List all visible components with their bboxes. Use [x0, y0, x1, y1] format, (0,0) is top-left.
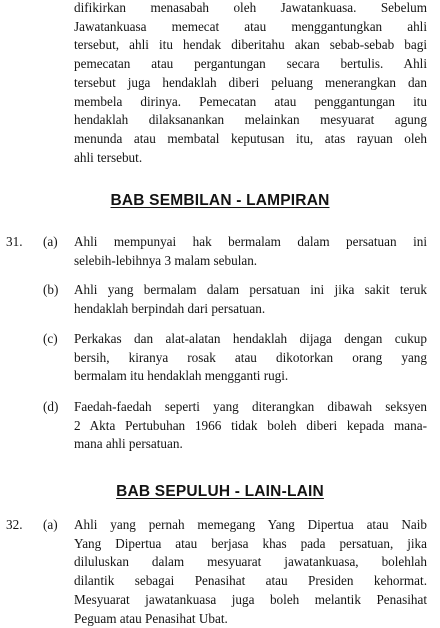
section-heading: BAB SEPULUH - LAIN-LAIN [116, 483, 324, 500]
text-line: hendaklah dilaksanankan melainkan mesyuarat agung [74, 112, 427, 128]
text-line: diluluskan dalam mesyuarat jawatankuasa, bolehlah [74, 554, 427, 570]
section-heading: BAB SEMBILAN - LAMPIRAN [110, 192, 330, 209]
text-line: ahli tersebut. [74, 149, 143, 165]
text-line: Ahli mempunyai hak bermalam dalam persatuan ini [74, 234, 427, 249]
clause-number: 31. [6, 234, 23, 249]
text-line: pemecatan atau pergantungan secara bertulis. Ahli [74, 56, 427, 72]
subclause-text [74, 330, 427, 386]
text-line: Mesyuarat jawatankuasa juga boleh melantik Penasihat [74, 591, 427, 607]
subclause-label: (d) [43, 399, 59, 414]
clause-number: 32. [6, 517, 23, 532]
text-line: 2 Akta Pertubuhan 1966 tidak boleh diberi kepada mana- [74, 417, 427, 433]
text-line: mana ahli persatuan. [74, 436, 183, 452]
subclause-label: (c) [43, 331, 58, 346]
text-line: Perkakas dan alat-alatan hendaklah dijaga dengan cukup [74, 331, 427, 346]
text-line: difikirkan menasabah oleh Jawatankuasa. Sebelum [74, 0, 427, 15]
text-line: Ahli yang bermalam dalam persatuan ini jika sakit teruk [74, 282, 427, 297]
text-line: menunda atau membatal keputusan itu, atas rayuan oleh [74, 130, 427, 146]
text-line: hendaklah berpindah dari persatuan. [74, 300, 266, 316]
subclause-label: (a) [43, 517, 58, 532]
text-line: membela dirinya. Pemecatan atau penggantungan itu [74, 93, 427, 109]
subclause-text [74, 281, 427, 318]
text-line: selebih-lebihnya 3 malam sebulan. [74, 252, 258, 268]
text-line: Peguam atau Penasihat Ubat. [74, 610, 228, 626]
subclause-text [74, 516, 427, 628]
text-line: Yang Dipertua atau berjasa khas pada persatuan, jika [74, 535, 427, 551]
text-line: tersebut juga hendaklah diberi peluang menerangkan dan [74, 74, 427, 90]
text-line: Ahli yang pernah memegang Yang Dipertua atau Naib [74, 517, 427, 532]
subclause-label: (a) [43, 234, 58, 249]
intro-paragraph [74, 0, 427, 167]
text-line: tersebut, ahli itu hendak diberitahu akan sebab-sebab bagi [74, 37, 427, 53]
subclause-text [74, 233, 427, 270]
text-line: bersih, kiranya rosak atau dikotorkan orang yang [74, 349, 427, 365]
text-line: Jawatankuasa memecat atau menggantungkan ahli [74, 18, 427, 34]
subclause-label: (b) [43, 282, 59, 297]
subclause-text [74, 398, 427, 454]
text-line: Faedah-faedah seperti yang diterangkan dibawah seksyen [74, 399, 427, 414]
text-line: dilantik sebagai Penasihat atau Presiden kehormat. [74, 573, 427, 589]
text-line: bermalam itu hendaklah mengganti rugi. [74, 368, 289, 384]
